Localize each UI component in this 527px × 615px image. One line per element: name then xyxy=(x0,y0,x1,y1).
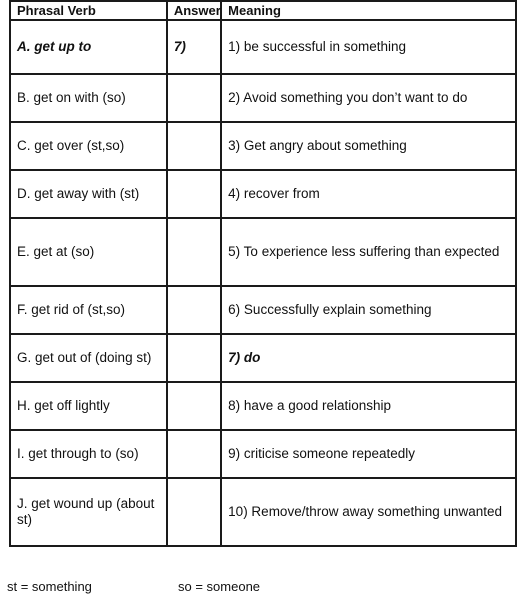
table-row xyxy=(10,170,516,218)
table-row xyxy=(10,218,516,286)
meaning-cell: 3) Get angry about something xyxy=(221,122,516,170)
phrasal-verb-cell: E. get at (so) xyxy=(10,218,167,286)
answer-cell[interactable] xyxy=(167,122,221,170)
answer-cell[interactable] xyxy=(167,382,221,430)
answer-cell[interactable] xyxy=(167,74,221,122)
table-row xyxy=(10,382,516,430)
phrasal-verb-cell: B. get on with (so) xyxy=(10,74,167,122)
legend-st: st = something xyxy=(7,579,92,594)
table-row xyxy=(10,74,516,122)
meaning-cell: 8) have a good relationship xyxy=(221,382,516,430)
answer-cell[interactable] xyxy=(167,478,221,546)
meaning-cell: 9) criticise someone repeatedly xyxy=(221,430,516,478)
table-row xyxy=(10,430,516,478)
meaning-cell: 6) Successfully explain something xyxy=(221,286,516,334)
meaning-cell: 7) do xyxy=(221,334,516,382)
header-phrasal-verb: Phrasal Verb xyxy=(10,1,167,20)
answer-cell[interactable] xyxy=(167,286,221,334)
phrasal-verb-cell: D. get away with (st) xyxy=(10,170,167,218)
phrasal-verb-cell: J. get wound up (about st) xyxy=(10,478,167,546)
answer-cell[interactable] xyxy=(167,170,221,218)
phrasal-verb-cell: I. get through to (so) xyxy=(10,430,167,478)
table-header-row xyxy=(10,1,516,20)
table-row xyxy=(10,20,516,74)
meaning-cell: 1) be successful in something xyxy=(221,20,516,74)
legend-so: so = someone xyxy=(178,579,261,594)
answer-cell[interactable]: 7) xyxy=(167,20,221,74)
meaning-cell: 10) Remove/throw away something unwanted xyxy=(221,478,516,546)
phrasal-verb-table xyxy=(9,0,517,547)
meaning-cell: 2) Avoid something you don’t want to do xyxy=(221,74,516,122)
answer-cell[interactable] xyxy=(167,218,221,286)
answer-cell[interactable] xyxy=(167,430,221,478)
phrasal-verb-cell: A. get up to xyxy=(10,20,167,74)
table-row xyxy=(10,334,516,382)
header-meaning: Meaning xyxy=(221,1,516,20)
phrasal-verb-cell: G. get out of (doing st) xyxy=(10,334,167,382)
meaning-cell: 4) recover from xyxy=(221,170,516,218)
table-row xyxy=(10,478,516,546)
meaning-cell: 5) To experience less suffering than expected xyxy=(221,218,516,286)
table-row xyxy=(10,122,516,170)
answer-cell[interactable] xyxy=(167,334,221,382)
header-answer: Answer xyxy=(167,1,221,20)
phrasal-verb-cell: H. get off lightly xyxy=(10,382,167,430)
table-row xyxy=(10,286,516,334)
phrasal-verb-cell: F. get rid of (st,so) xyxy=(10,286,167,334)
phrasal-verb-cell: C. get over (st,so) xyxy=(10,122,167,170)
